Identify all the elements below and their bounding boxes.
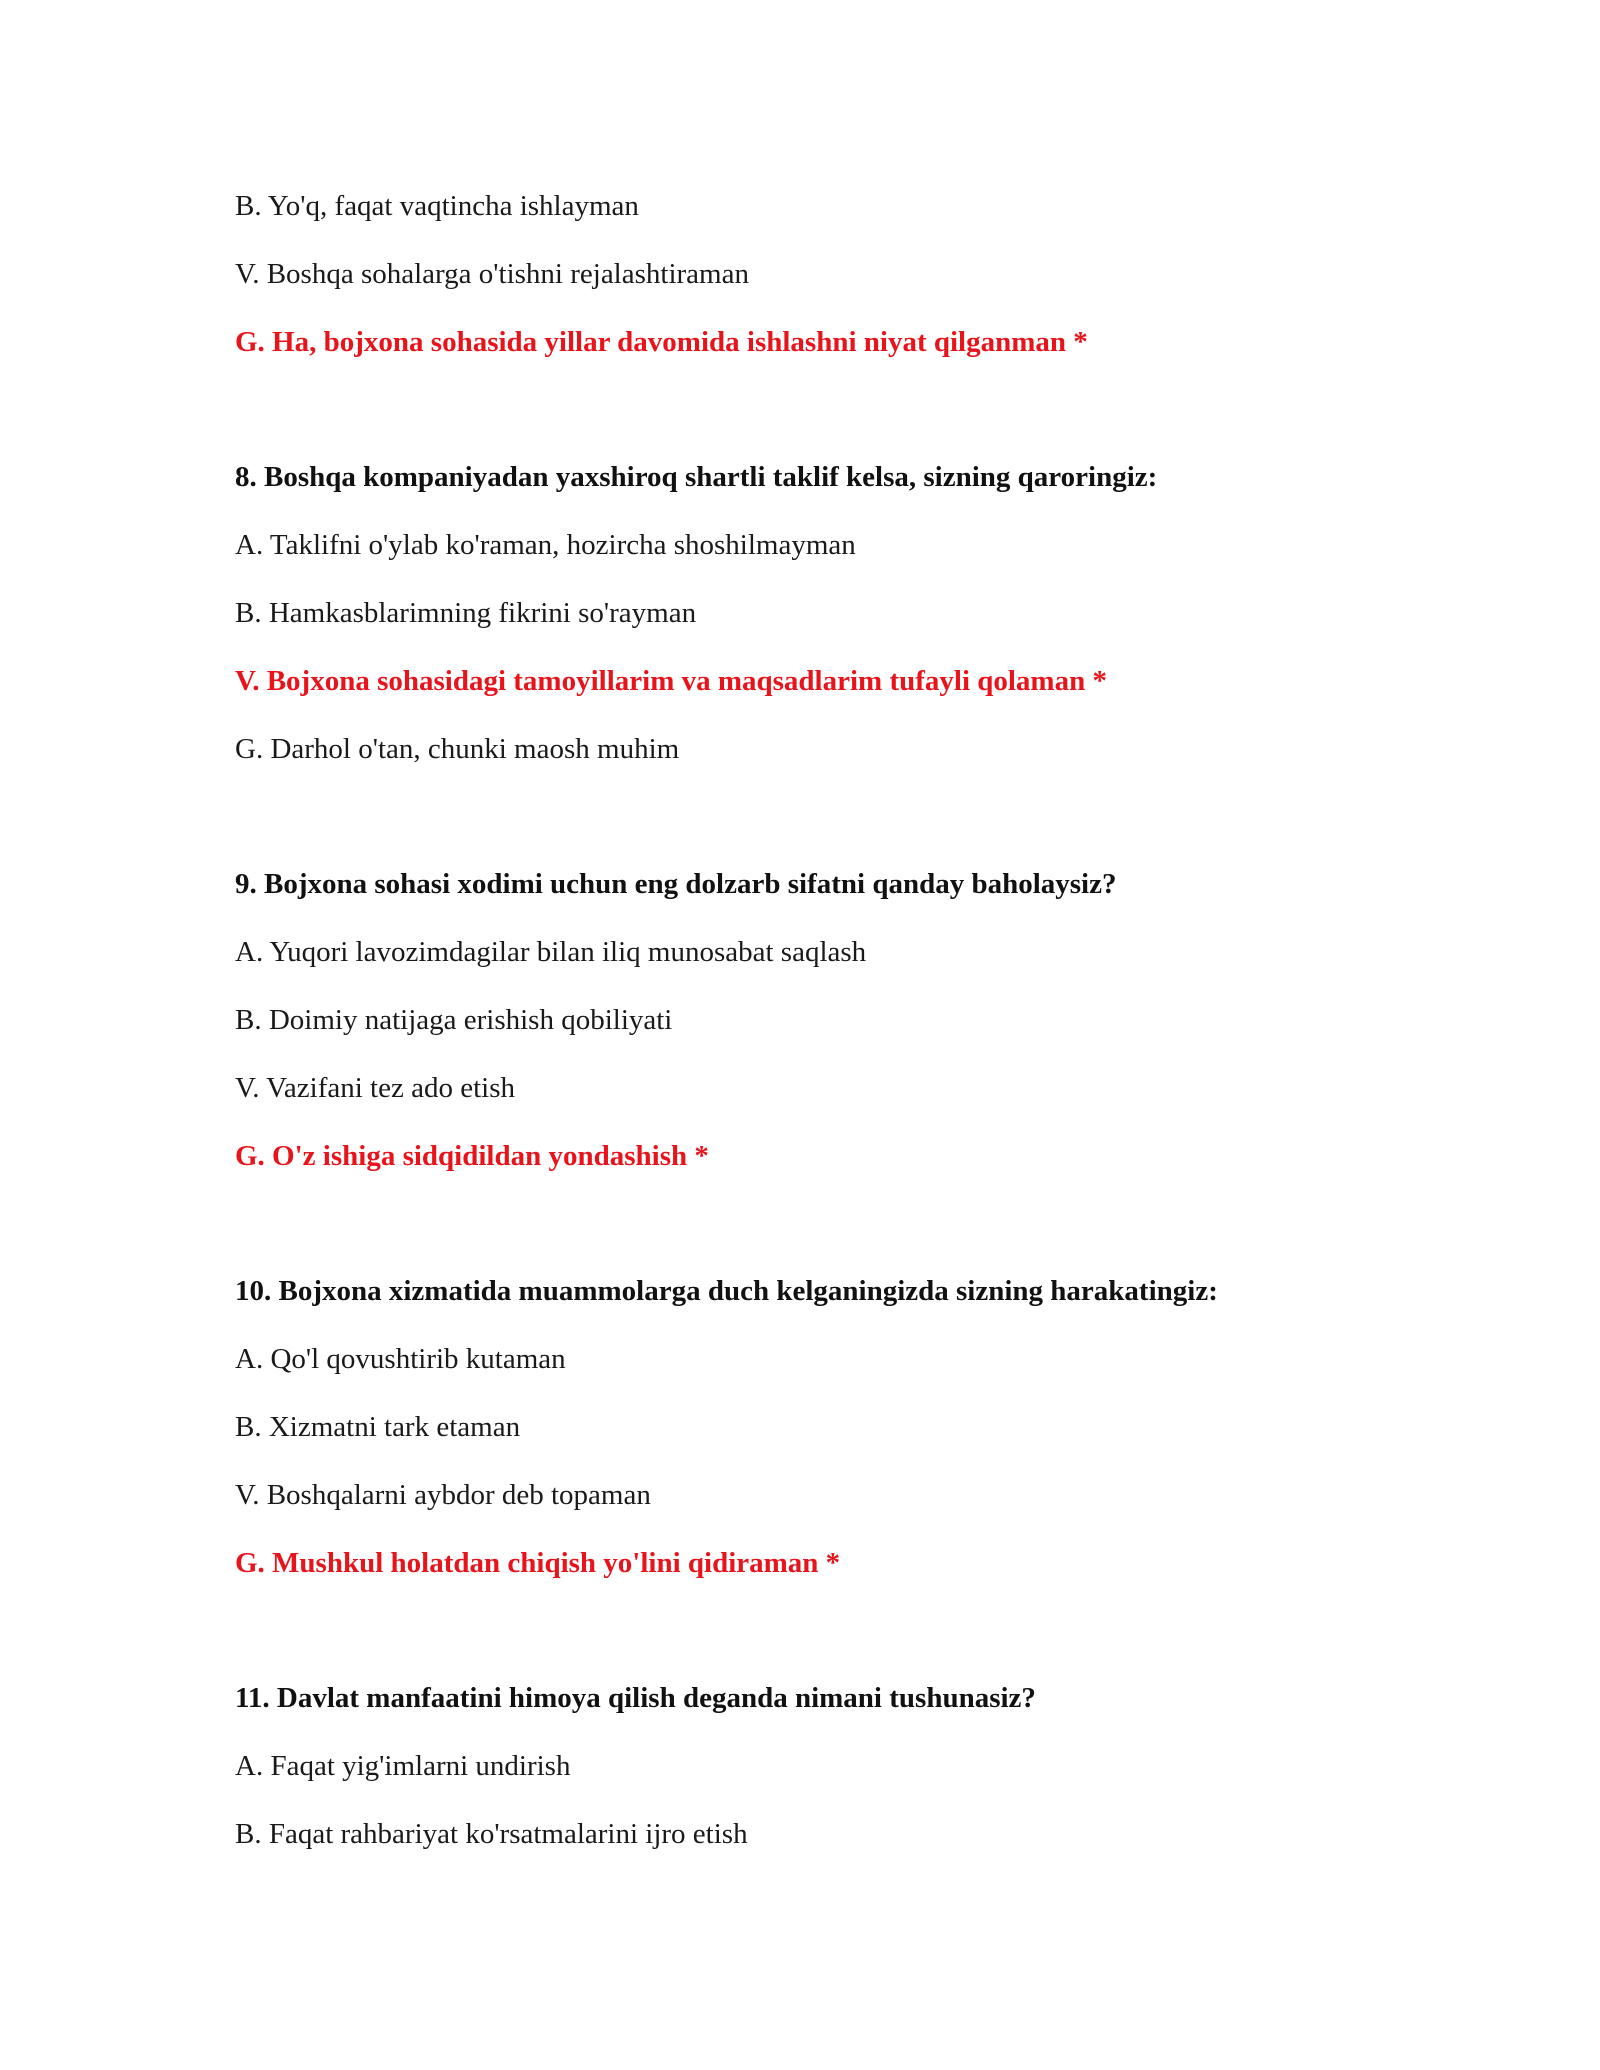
q7-option-v: V. Boshqa sohalarga o'tishni rejalashtiraman: [235, 258, 749, 290]
q10-option-v: V. Boshqalarni aybdor deb topaman: [235, 1479, 651, 1511]
q10-question: 10. Bojxona xizmatida muammolarga duch kelganingizda sizning harakatingiz:: [235, 1275, 1218, 1307]
q8-question: 8. Boshqa kompaniyadan yaxshiroq shartli taklif kelsa, sizning qaroringiz:: [235, 461, 1158, 493]
q10-option-b: B. Xizmatni tark etaman: [235, 1411, 521, 1443]
q9-option-b: B. Doimiy natijaga erishish qobiliyati: [235, 1004, 673, 1036]
q8-option-v-correct: V. Bojxona sohasidagi tamoyillarim va maqsadlarim tufayli qolaman *: [235, 665, 1107, 697]
q9-option-v: V. Vazifani tez ado etish: [235, 1072, 515, 1104]
q8-option-b: B. Hamkasblarimning fikrini so'rayman: [235, 597, 697, 629]
q11-option-a: A. Faqat yig'imlarni undirish: [235, 1750, 571, 1782]
q11-question: 11. Davlat manfaatini himoya qilish deganda nimani tushunasiz?: [235, 1682, 1036, 1714]
q9-option-a: A. Yuqori lavozimdagilar bilan iliq munosabat saqlash: [235, 936, 867, 968]
q7-option-g-correct: G. Ha, bojxona sohasida yillar davomida ishlashni niyat qilganman *: [235, 326, 1088, 358]
q10-option-g-correct: G. Mushkul holatdan chiqish yo'lini qidiraman *: [235, 1547, 841, 1579]
q8-option-a: A. Taklifni o'ylab ko'raman, hozircha shoshilmayman: [235, 529, 856, 561]
q7-option-b: B. Yo'q, faqat vaqtincha ishlayman: [235, 190, 639, 222]
q9-option-g-correct: G. O'z ishiga sidqidildan yondashish *: [235, 1140, 709, 1172]
q11-option-b: B. Faqat rahbariyat ko'rsatmalarini ijro etish: [235, 1818, 748, 1850]
q10-option-a: A. Qo'l qovushtirib kutaman: [235, 1343, 566, 1375]
q9-question: 9. Bojxona sohasi xodimi uchun eng dolzarb sifatni qanday baholaysiz?: [235, 868, 1117, 900]
q8-option-g: G. Darhol o'tan, chunki maosh muhim: [235, 733, 680, 765]
